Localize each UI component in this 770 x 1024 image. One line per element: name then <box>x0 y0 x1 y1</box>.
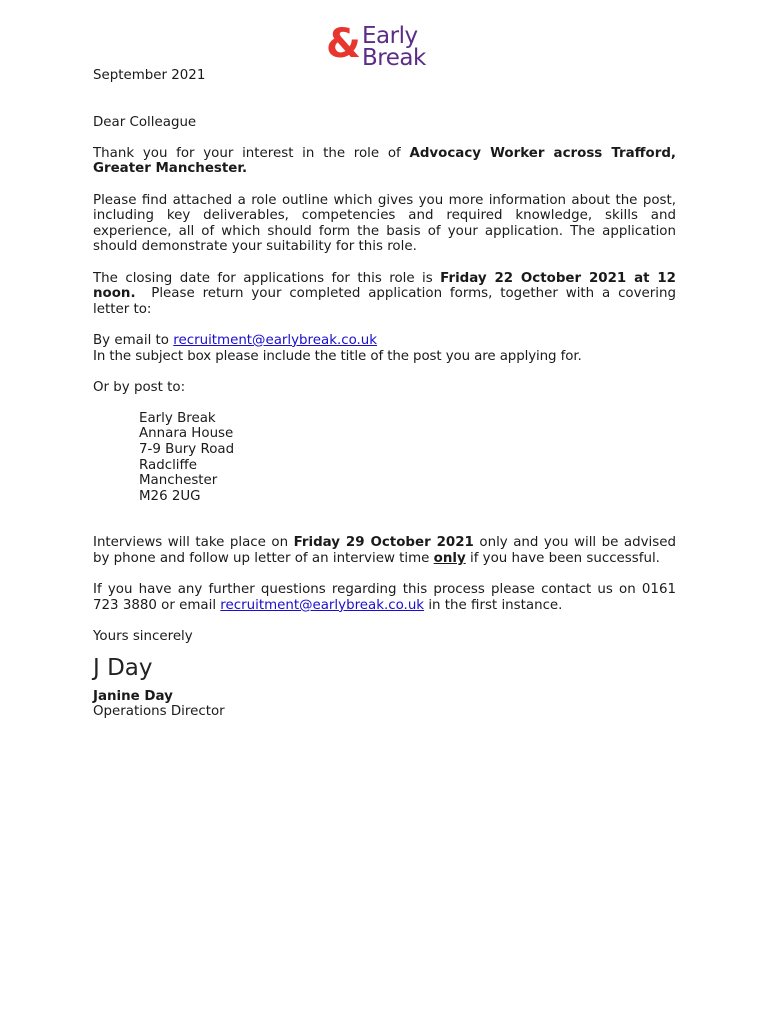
early-break-logo <box>326 21 446 72</box>
address-line: Annara House <box>139 426 234 442</box>
interview-date: Friday 29 October 2021 <box>293 535 474 551</box>
address-line: Radcliffe <box>139 457 197 473</box>
address-line: Manchester <box>139 473 218 489</box>
closing: Yours sincerely <box>93 629 193 644</box>
letter-body <box>93 68 681 720</box>
signer-title: Operations Director <box>93 704 225 720</box>
only-emphasis: only <box>433 551 466 567</box>
signer-name: Janine Day <box>93 688 173 704</box>
role-title: Advocacy Worker across Trafford, Greater Manchester. <box>93 145 677 177</box>
letter-date: September 2021 <box>93 68 206 83</box>
contact-paragraph: If you have any further questions regarding this process please contact us on 0161 723 3880 or email recruitment@earlybreak.co.uk in the first instance. <box>93 582 676 613</box>
signature: J Day <box>93 654 153 681</box>
logo-ampersand: & <box>326 21 361 67</box>
address-line: M26 2UG <box>139 488 201 504</box>
interview-paragraph: Interviews will take place on Friday 29 October 2021 only and you will be advised by phone and follow up letter of an interview time only if you have been successful. <box>93 535 676 567</box>
salutation: Dear Colleague <box>93 114 197 130</box>
contact-email-link[interactable]: recruitment@earlybreak.co.uk <box>220 597 425 613</box>
role-outline-paragraph: Please find attached a role outline which gives you more information about the post, including key deliverables, competencies and required knowledge, skills and experience, all of which should form the basis of your application. The application should demonstrate your suitability for this role. <box>93 192 676 255</box>
closing-date: Friday 22 October 2021 at 12 noon. <box>93 270 676 302</box>
address-line: 7-9 Bury Road <box>139 442 235 458</box>
address-line: Early Break <box>139 410 216 426</box>
email-instructions: By email to recruitment@earlybreak.co.uk In the subject box please include the title of the post you are applying for. <box>93 332 582 364</box>
intro-paragraph: Thank you for your interest in the role of Advocacy Worker across Trafford, Greater Manchester. <box>93 145 677 177</box>
recruitment-email-link[interactable]: recruitment@earlybreak.co.uk <box>173 332 378 348</box>
logo-word-break: Break <box>362 45 426 71</box>
postal-address <box>139 411 676 505</box>
post-intro: Or by post to: <box>93 379 186 395</box>
logo-word-early: Early <box>362 23 418 49</box>
closing-date-paragraph: The closing date for applications for this role is Friday 22 October 2021 at 12 noon. Please return your completed application forms, together with a covering letter to: <box>93 270 681 317</box>
